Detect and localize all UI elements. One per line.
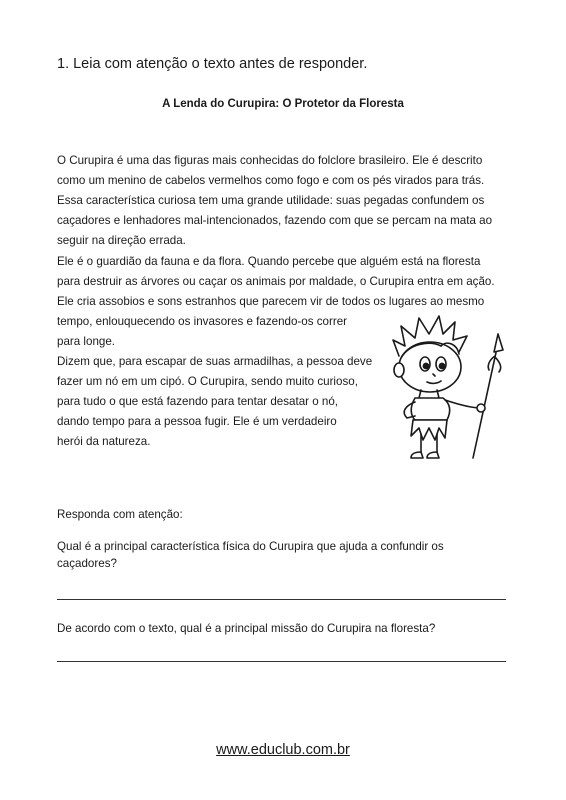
text-line: fazer um nó em um cipó. O Curupira, sendo muito curioso,: [57, 375, 358, 388]
text-line: Essa característica curiosa tem uma grande utilidade: suas pegadas confundem os: [57, 194, 485, 207]
story-title: A Lenda do Curupira: O Protetor da Floresta: [162, 98, 404, 110]
instruction-text: 1. Leia com atenção o texto antes de responder.: [57, 56, 368, 72]
paragraph-1: [57, 151, 517, 251]
question-1: Qual é a principal característica física do Curupira que ajuda a confundir os caçadores?: [57, 540, 444, 570]
text-line: para longe.: [57, 335, 116, 348]
text-line: herói da natureza.: [57, 435, 151, 448]
answer-line-2[interactable]: [57, 661, 506, 662]
answer-line-1[interactable]: [57, 599, 506, 600]
text-line: Dizem que, para escapar de suas armadilhas, a pessoa deve: [57, 355, 373, 368]
text-line: dando tempo para a pessoa fugir. Ele é um verdadeiro: [57, 415, 337, 428]
text-line: Ele cria assobios e sons estranhos que parecem vir de todos os lugares ao mesmo: [57, 295, 485, 308]
text-line: para tudo o que está fazendo para tentar desatar o nó,: [57, 395, 339, 408]
text-line: para destruir as árvores ou caçar os animais por maldade, o Curupira entra em ação.: [57, 275, 495, 288]
text-line: como um menino de cabelos vermelhos como fogo e com os pés virados para trás.: [57, 174, 485, 187]
footer-website-link[interactable]: www.educlub.com.br: [216, 742, 350, 758]
curupira-illustration: [385, 312, 505, 460]
text-line: caçadores e lenhadores mal-intencionados, fazendo com que se percam na mata ao: [57, 214, 493, 227]
text-line: Ele é o guardião da fauna e da flora. Quando percebe que alguém está na floresta: [57, 255, 481, 268]
text-line: seguir na direção errada.: [57, 234, 186, 247]
paragraph-3: [57, 352, 387, 452]
text-line: O Curupira é uma das figuras mais conhecidas do folclore brasileiro. Ele é descrito: [57, 154, 483, 167]
responda-label: Responda com atenção:: [57, 508, 183, 521]
question-2: De acordo com o texto, qual é a principal missão do Curupira na floresta?: [57, 622, 436, 635]
text-line: tempo, enlouquecendo os invasores e fazendo-os correr: [57, 315, 348, 328]
